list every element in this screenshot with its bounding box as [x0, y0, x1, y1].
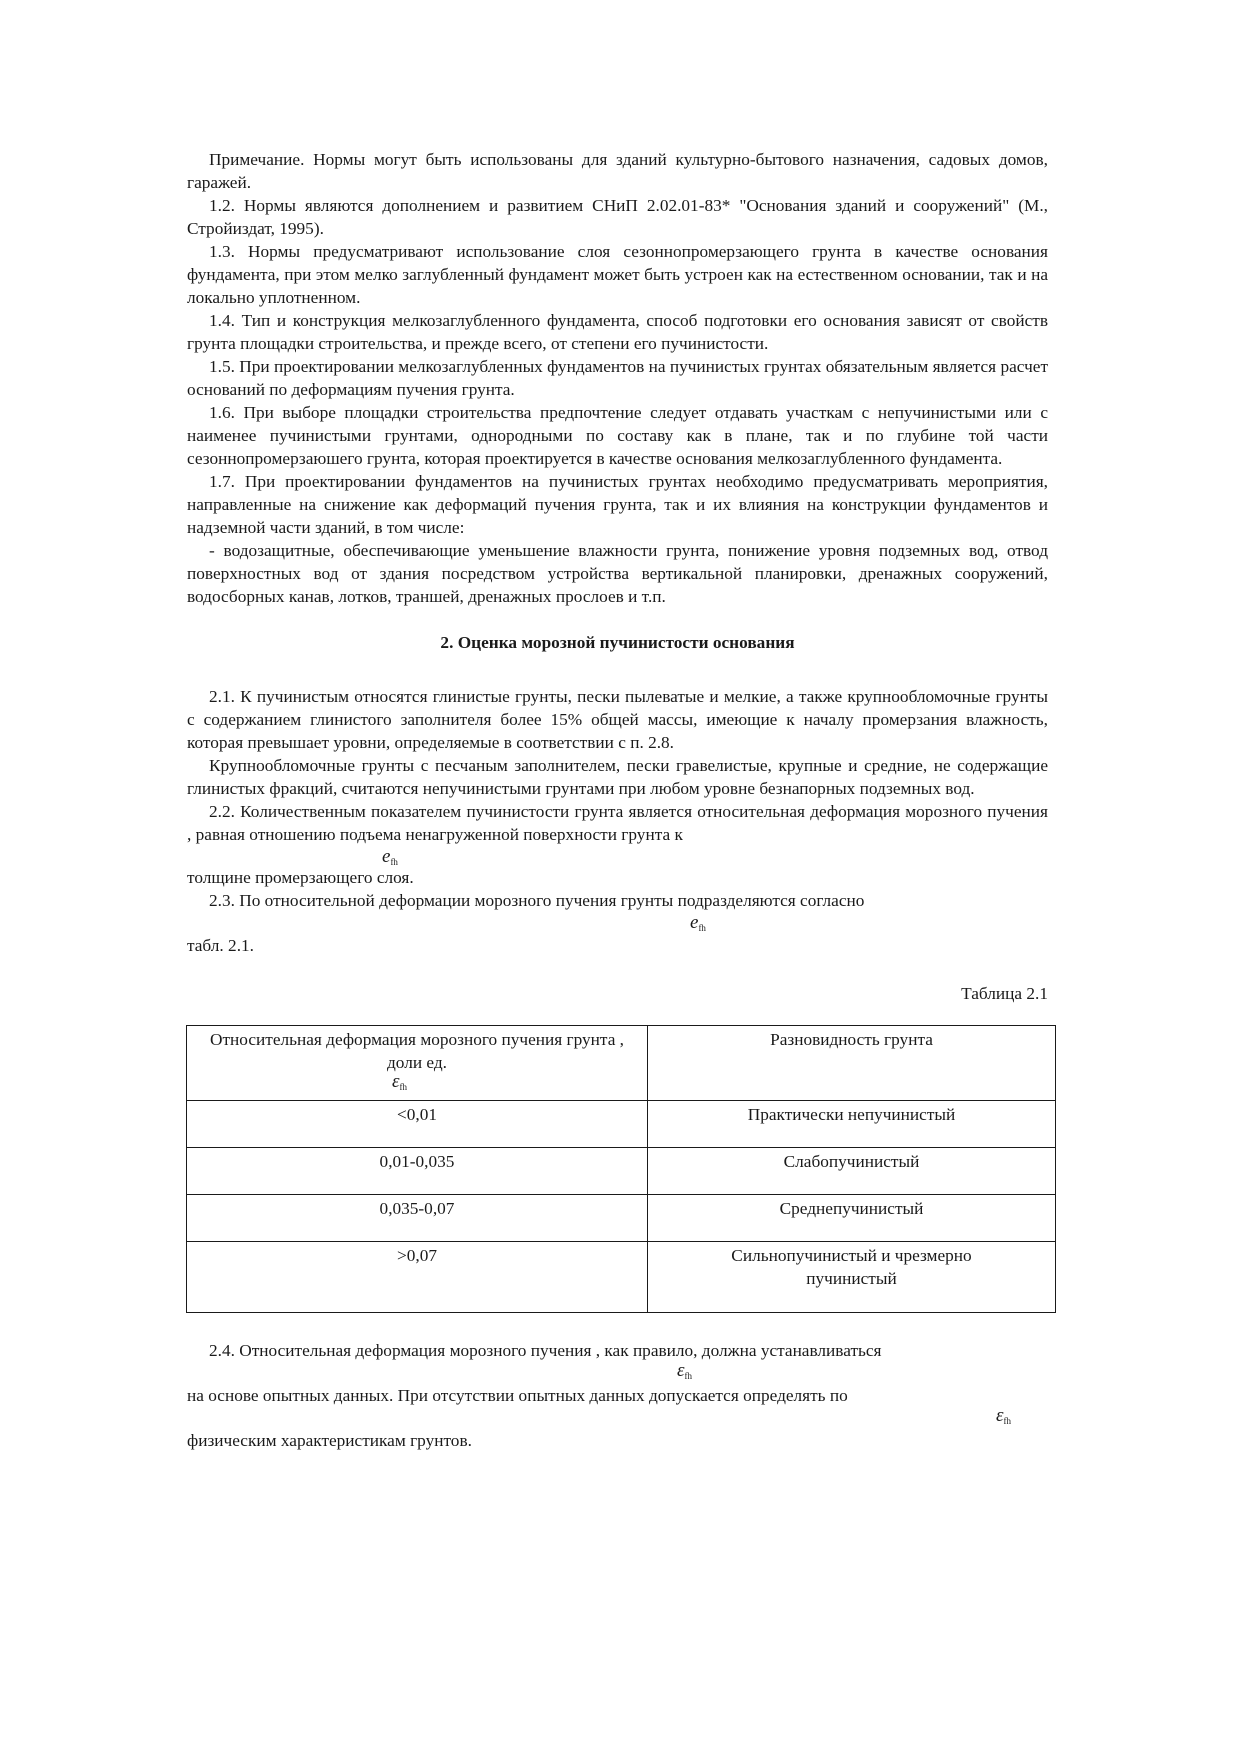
table-cell-soil: Практически непучинистый — [648, 1101, 1056, 1148]
table-cell-soil: Сильнопучинистый и чрезмерно пучинистый — [648, 1242, 1056, 1313]
table-header-deformation: Относительная деформация морозного пучения грунта , доли ед. $\varepsilon_{fh}$ — [187, 1026, 648, 1101]
paragraph-note: Примечание. Нормы могут быть использованы для зданий культурно-бытового назначения, садовых домов, гаражей. — [187, 150, 1048, 192]
paragraph-1-4: 1.4. Тип и конструкция мелкозаглубленного фундамента, способ подготовки его основания зависят от свойств грунта площадки строительства, и прежде всего, от степени его пучинистости. — [187, 311, 1048, 353]
table-row — [187, 1195, 1056, 1242]
paragraph-1-2: 1.2. Нормы являются дополнением и развитием СНиП 2.02.01-83* "Основания зданий и сооружений" (М., Стройиздат, 1995). — [187, 196, 1048, 238]
section-heading: 2. Оценка морозной пучинистости основания — [440, 633, 795, 652]
heaving-classification-table — [186, 1025, 1056, 1313]
table-cell-range: >0,07 — [187, 1242, 648, 1313]
paragraph-2-4-text: 2.4. Относительная деформация морозного пучения , как правило, должна устанавливаться — [209, 1341, 882, 1360]
paragraph-2-3-end: табл. 2.1. — [187, 936, 254, 955]
table-row — [187, 1101, 1056, 1148]
table-header-soil-type: Разновидность грунта — [648, 1026, 1056, 1101]
table-header-row — [187, 1026, 1056, 1101]
table-cell-range: 0,01-0,035 — [187, 1148, 648, 1195]
paragraph-2-2 — [187, 800, 1048, 889]
paragraph-2-4-middle: на основе опытных данных. При отсутствии опытных данных допускается определять по — [187, 1386, 848, 1405]
formula-symbol-epsfh: $\varepsilon_{fh}$ — [392, 1071, 407, 1092]
paragraph-2-2-end: толщине промерзающего слоя. — [187, 868, 414, 887]
paragraph-2-3 — [187, 889, 1048, 957]
table-cell-range: <0,01 — [187, 1101, 648, 1148]
paragraph-coarse-soils: Крупнообломочные грунты с песчаным заполнителем, пески гравелистые, крупные и средние, не содержащие глинистых фракций, считаются непучинистыми грунтами при любом уровне безнапорных подземных вод. — [187, 756, 1048, 798]
formula-symbol-efh: $e_{fh}$ — [690, 912, 706, 933]
paragraph-1-5: 1.5. При проектировании мелкозаглубленных фундаментов на пучинистых грунтах обязательным является расчет оснований по деформациям пучения грунта. — [187, 357, 1048, 399]
table-cell-soil: Среднепучинистый — [648, 1195, 1056, 1242]
table-cell-range: 0,035-0,07 — [187, 1195, 648, 1242]
paragraph-2-4 — [187, 1339, 1048, 1452]
formula-symbol-epsfh: $\varepsilon_{fh}$ — [677, 1360, 692, 1381]
paragraph-2-2-text: 2.2. Количественным показателем пучинистости грунта является относительная деформация морозного пучения , равная отношению подъема ненагруженной поверхности грунта к — [187, 802, 1048, 844]
paragraph-1-7: 1.7. При проектировании фундаментов на пучинистых грунтах необходимо предусматривать мероприятия, направленные на снижение как деформаций пучения грунта, так и их влияния на конструкции фундаментов и надземной части зданий, в том числе: — [187, 472, 1048, 537]
table-caption: Таблица 2.1 — [961, 984, 1048, 1003]
table-row — [187, 1148, 1056, 1195]
paragraph-1-6: 1.6. При выборе площадки строительства предпочтение следует отдавать участкам с непучинистыми или с наименее пучинистыми грунтами, однородными по составу как в плане, так и по глубине той части сезоннопромерзаюшего грунта, которая проектируется в качестве основания мелкозаглубленного фундамента. — [187, 403, 1048, 468]
paragraph-2-1: 2.1. К пучинистым относятся глинистые грунты, пески пылеватые и мелкие, а также крупнообломочные грунты с содержанием глинистого заполнителя более 15% общей массы, имеющие к началу промерзания влажность, которая превышает уровни, определяемые в соответствии с п. 2.8. — [187, 687, 1048, 752]
document-page — [187, 148, 1048, 1452]
formula-symbol-epsfh: $\varepsilon_{fh}$ — [996, 1405, 1011, 1426]
table-cell-soil: Слабопучинистый — [648, 1148, 1056, 1195]
paragraph-2-4-end: физическим характеристикам грунтов. — [187, 1431, 472, 1450]
table-row — [187, 1242, 1056, 1313]
paragraph-1-3: 1.3. Нормы предусматривают использование слоя сезоннопромерзающего грунта в качестве основания фундамента, при этом мелко заглубленный фундамент может быть устроен как на естественном основании, так и на локально уплотненном. — [187, 242, 1048, 307]
formula-symbol-efh: $e_{fh}$ — [382, 846, 398, 867]
paragraph-2-3-text: 2.3. По относительной деформации морозного пучения грунты подразделяются согласно — [209, 891, 865, 910]
paragraph-bullet-waterproofing: - водозащитные, обеспечивающие уменьшение влажности грунта, понижение уровня подземных вод, отвод поверхностных вод от здания посредством устройства вертикальной планировки, дренажных сооружений, водосборных канав, лотков, траншей, дренажных прослоев и т.п. — [187, 541, 1048, 606]
